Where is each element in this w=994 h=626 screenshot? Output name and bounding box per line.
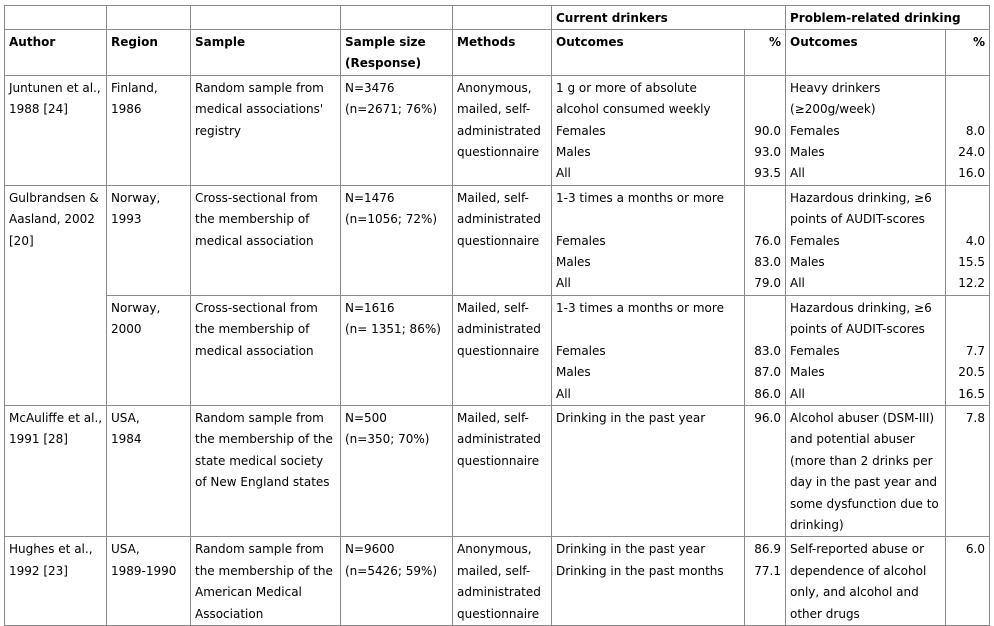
problem-percent-cell-line [950, 78, 985, 99]
sample-cell-line: state medical society [195, 453, 324, 468]
empty-header-cell [107, 6, 191, 30]
problem-outcomes-cell-line: (more than 2 drinks per [790, 453, 933, 468]
sample-cell-line: the membership of the [195, 432, 333, 447]
problem-outcomes-cell-line: Females [790, 233, 840, 248]
current-percent-cell-line [749, 99, 781, 120]
current-percent-cell-line: 93.5 [754, 166, 781, 181]
problem-percent-cell-line: 6.0 [965, 542, 985, 557]
current-percent-cell-line: 96.0 [754, 410, 781, 425]
problem-outcomes-cell-line: Females [790, 123, 840, 138]
table-row [5, 405, 990, 536]
region-cell [107, 537, 191, 626]
problem-outcomes-cell-line: points of AUDIT-scores [790, 212, 925, 227]
sample-size-cell-line: N=1616 [345, 300, 395, 315]
current-percent-cell [745, 295, 786, 405]
current-outcomes-cell [552, 405, 745, 536]
sample-size-cell-line: N=3476 [345, 80, 395, 95]
region-cell [107, 185, 191, 295]
current-outcomes-cell-line: 1-3 times a months or more [556, 190, 724, 205]
problem-outcomes-header: Outcomes [786, 30, 946, 76]
problem-percent-cell-line [950, 209, 985, 230]
region-cell-line: Norway, [111, 300, 161, 315]
empty-header-cell [341, 6, 453, 30]
current-outcomes-cell-line: Males [556, 255, 591, 270]
sample-cell [191, 405, 341, 536]
sample-cell-line: the membership of the [195, 563, 333, 578]
sample-size-cell-line: N=9600 [345, 542, 395, 557]
sample-cell-line: Cross-sectional from [195, 300, 318, 315]
problem-outcomes-cell-line: day in the past year and [790, 475, 938, 490]
region-cell-line: USA, [111, 410, 140, 425]
problem-percent-cell-line [950, 99, 985, 120]
table-row [5, 185, 990, 295]
sample-size-cell-line: (n=350; 70%) [345, 432, 430, 447]
sample-cell [191, 537, 341, 626]
problem-percent-cell-line [950, 298, 985, 319]
problem-outcomes-cell-line: Self-reported abuse or [790, 542, 924, 557]
current-outcomes-cell [552, 75, 745, 185]
current-percent-cell-line [749, 319, 781, 340]
problem-outcomes-cell-line: only, and alcohol and [790, 585, 919, 600]
current-outcomes-cell-line [556, 209, 740, 230]
sample-size-cell-line: (n= 1351; 86%) [345, 322, 441, 337]
problem-outcomes-cell-line: and potential abuser [790, 432, 915, 447]
current-outcomes-cell-line: Drinking in the past months [556, 563, 724, 578]
problem-percent-cell [946, 537, 990, 626]
methods-cell [453, 75, 552, 185]
current-outcomes-cell [552, 537, 745, 626]
region-cell-line: 1993 [111, 212, 142, 227]
methods-cell-line: administrated [457, 585, 541, 600]
problem-outcomes-cell-line: All [790, 276, 805, 291]
sample-cell-line: of New England states [195, 475, 330, 490]
methods-cell-line: administrated [457, 322, 541, 337]
current-percent-cell-line [749, 188, 781, 209]
problem-percent-cell-line: 16.0 [958, 166, 985, 181]
sample-cell-line: Random sample from [195, 80, 324, 95]
empty-header-cell [5, 6, 107, 30]
study-table [4, 5, 990, 626]
problem-outcomes-cell-line: Hazardous drinking, ≥6 [790, 300, 932, 315]
region-header: Region [107, 30, 191, 76]
methods-cell-line: Mailed, self- [457, 410, 529, 425]
current-percent-cell [745, 537, 786, 626]
current-percent-cell-line: 86.9 [754, 542, 781, 557]
current-outcomes-cell-line [556, 319, 740, 340]
problem-outcomes-cell-line: some dysfunction due to [790, 496, 939, 511]
problem-percent-cell-line: 4.0 [965, 233, 985, 248]
problem-percent-cell [946, 185, 990, 295]
sample-cell [191, 295, 341, 405]
current-percent-cell-line [749, 298, 781, 319]
current-outcomes-cell [552, 185, 745, 295]
problem-percent-cell-line [950, 188, 985, 209]
current-percent-cell-line: 79.0 [754, 276, 781, 291]
problem-percent-cell [946, 75, 990, 185]
region-cell-line: 1989-1990 [111, 563, 177, 578]
methods-cell-line: questionnaire [457, 233, 540, 248]
sample-size-cell-line: N=1476 [345, 190, 395, 205]
problem-outcomes-cell [786, 405, 946, 536]
group-header-row [5, 6, 990, 30]
region-cell-line: Finland, [111, 80, 158, 95]
region-cell-line: Norway, [111, 190, 161, 205]
problem-percent-cell-line: 12.2 [958, 276, 985, 291]
current-percent-cell-line: 83.0 [754, 343, 781, 358]
problem-percent-cell-line: 20.5 [958, 365, 985, 380]
current-outcomes-cell-line: All [556, 276, 571, 291]
methods-cell [453, 295, 552, 405]
sample-cell-line: registry [195, 123, 241, 138]
current-drinkers-group-header: Current drinkers [552, 6, 786, 30]
problem-percent-header: % [946, 30, 990, 76]
author-cell-line: 1988 [24] [9, 102, 68, 117]
problem-percent-cell-line: 16.5 [958, 386, 985, 401]
sample-cell-line: medical association [195, 233, 314, 248]
current-outcomes-cell-line: 1-3 times a months or more [556, 300, 724, 315]
sample-size-cell-line: (n=5426; 59%) [345, 563, 438, 578]
sample-size-header-line: Sample size [345, 35, 426, 49]
author-cell-line: 1991 [28] [9, 432, 68, 447]
current-percent-cell-line: 93.0 [754, 145, 781, 160]
current-percent-cell [745, 405, 786, 536]
methods-cell-line: Mailed, self- [457, 190, 529, 205]
author-cell-line: Gulbrandsen & [9, 190, 99, 205]
problem-percent-cell-line: 7.8 [965, 410, 985, 425]
region-cell-line: 1984 [111, 432, 142, 447]
problem-outcomes-cell-line: Females [790, 343, 840, 358]
sample-cell-line: the membership of [195, 322, 310, 337]
sample-cell-line: medical association [195, 343, 314, 358]
current-percent-cell-line [749, 78, 781, 99]
author-cell [5, 537, 107, 626]
current-percent-cell-line: 87.0 [754, 365, 781, 380]
problem-percent-cell-line: 7.7 [965, 343, 985, 358]
methods-cell-line: administrated [457, 432, 541, 447]
current-percent-cell-line: 86.0 [754, 386, 781, 401]
methods-cell [453, 185, 552, 295]
current-outcomes-cell-line: Drinking in the past year [556, 542, 706, 557]
region-cell [107, 75, 191, 185]
methods-cell [453, 405, 552, 536]
author-cell-line: McAuliffe et al., [9, 410, 103, 425]
methods-cell-line: mailed, self- [457, 102, 531, 117]
current-percent-cell-line: 83.0 [754, 255, 781, 270]
problem-outcomes-cell-line: Males [790, 255, 825, 270]
current-outcomes-cell-line: 1 g or more of absolute [556, 80, 697, 95]
sample-size-cell [341, 537, 453, 626]
problem-outcomes-cell [786, 537, 946, 626]
current-outcomes-cell-line: Drinking in the past year [556, 410, 706, 425]
sample-cell-line: the membership of [195, 212, 310, 227]
region-cell [107, 405, 191, 536]
sample-size-cell [341, 185, 453, 295]
problem-outcomes-cell [786, 75, 946, 185]
methods-cell-line: Anonymous, [457, 80, 532, 95]
empty-header-cell [191, 6, 341, 30]
table-body [5, 6, 990, 626]
methods-cell-line: mailed, self- [457, 563, 531, 578]
current-percent-cell [745, 75, 786, 185]
problem-outcomes-cell-line: other drugs [790, 606, 860, 621]
methods-cell [453, 537, 552, 626]
sample-size-cell-line: (n=1056; 72%) [345, 212, 438, 227]
sample-cell-line: American Medical [195, 585, 302, 600]
current-outcomes-cell-line: Males [556, 365, 591, 380]
problem-drinking-group-header: Problem-related drinking [786, 6, 990, 30]
current-percent-header: % [745, 30, 786, 76]
problem-percent-cell-line: 8.0 [965, 123, 985, 138]
sample-size-cell [341, 295, 453, 405]
current-percent-cell-line: 90.0 [754, 123, 781, 138]
author-cell-line: Juntunen et al., [9, 80, 101, 95]
problem-percent-cell-line [950, 319, 985, 340]
methods-cell-line: questionnaire [457, 453, 540, 468]
sample-cell-line: Cross-sectional from [195, 190, 318, 205]
problem-outcomes-cell-line: All [790, 386, 805, 401]
sample-size-header [341, 30, 453, 76]
problem-percent-cell [946, 295, 990, 405]
problem-outcomes-cell-line: Alcohol abuser (DSM-III) [790, 410, 935, 425]
sample-header: Sample [191, 30, 341, 76]
problem-outcomes-cell-line: points of AUDIT-scores [790, 322, 925, 337]
problem-outcomes-cell-line: All [790, 166, 805, 181]
column-header-row [5, 30, 990, 76]
problem-percent-cell [946, 405, 990, 536]
region-cell [107, 295, 191, 405]
sample-size-cell-line: (n=2671; 76%) [345, 102, 438, 117]
author-cell-line: [20] [9, 233, 34, 248]
table-row [5, 537, 990, 626]
methods-cell-line: Anonymous, [457, 542, 532, 557]
current-percent-cell-line [749, 209, 781, 230]
current-percent-cell [745, 185, 786, 295]
methods-cell-line: administrated [457, 123, 541, 138]
current-outcomes-cell-line: Males [556, 145, 591, 160]
problem-percent-cell-line: 15.5 [958, 255, 985, 270]
current-percent-cell-line: 77.1 [754, 563, 781, 578]
sample-size-cell-line: N=500 [345, 410, 387, 425]
current-outcomes-header: Outcomes [552, 30, 745, 76]
problem-percent-cell-line: 24.0 [958, 145, 985, 160]
author-header: Author [5, 30, 107, 76]
author-cell [5, 405, 107, 536]
methods-cell-line: questionnaire [457, 606, 540, 621]
region-cell-line: 1986 [111, 102, 142, 117]
sample-size-header-line: (Response) [345, 56, 422, 71]
problem-outcomes-cell-line: drinking) [790, 517, 844, 532]
sample-cell-line: medical associations' [195, 102, 324, 117]
region-cell-line: 2000 [111, 322, 142, 337]
current-outcomes-cell-line: Females [556, 343, 606, 358]
empty-header-cell [453, 6, 552, 30]
sample-cell-line: Random sample from [195, 542, 324, 557]
author-cell-line: Hughes et al., [9, 542, 93, 557]
methods-cell-line: Mailed, self- [457, 300, 529, 315]
problem-outcomes-cell-line: dependence of alcohol [790, 563, 927, 578]
region-cell-line: USA, [111, 542, 140, 557]
problem-outcomes-cell [786, 185, 946, 295]
problem-outcomes-cell-line: Males [790, 145, 825, 160]
sample-cell [191, 75, 341, 185]
author-cell [5, 185, 107, 405]
current-percent-cell-line: 76.0 [754, 233, 781, 248]
current-outcomes-cell [552, 295, 745, 405]
current-outcomes-cell-line: All [556, 166, 571, 181]
problem-outcomes-cell-line: Males [790, 365, 825, 380]
problem-outcomes-cell [786, 295, 946, 405]
methods-cell-line: administrated [457, 212, 541, 227]
table-row [5, 295, 990, 405]
methods-cell-line: questionnaire [457, 343, 540, 358]
current-outcomes-cell-line: Females [556, 123, 606, 138]
problem-outcomes-cell-line: (≥200g/week) [790, 102, 876, 117]
methods-header: Methods [453, 30, 552, 76]
table-row [5, 75, 990, 185]
sample-size-cell [341, 405, 453, 536]
problem-outcomes-cell-line: Heavy drinkers [790, 80, 881, 95]
problem-outcomes-cell-line: Hazardous drinking, ≥6 [790, 190, 932, 205]
sample-size-cell [341, 75, 453, 185]
current-outcomes-cell-line: alcohol consumed weekly [556, 102, 711, 117]
current-outcomes-cell-line: All [556, 386, 571, 401]
author-cell-line: Aasland, 2002 [9, 212, 95, 227]
methods-cell-line: questionnaire [457, 145, 540, 160]
author-cell [5, 75, 107, 185]
author-cell-line: 1992 [23] [9, 563, 68, 578]
current-outcomes-cell-line: Females [556, 233, 606, 248]
sample-cell [191, 185, 341, 295]
sample-cell-line: Random sample from [195, 410, 324, 425]
sample-cell-line: Association [195, 606, 264, 621]
